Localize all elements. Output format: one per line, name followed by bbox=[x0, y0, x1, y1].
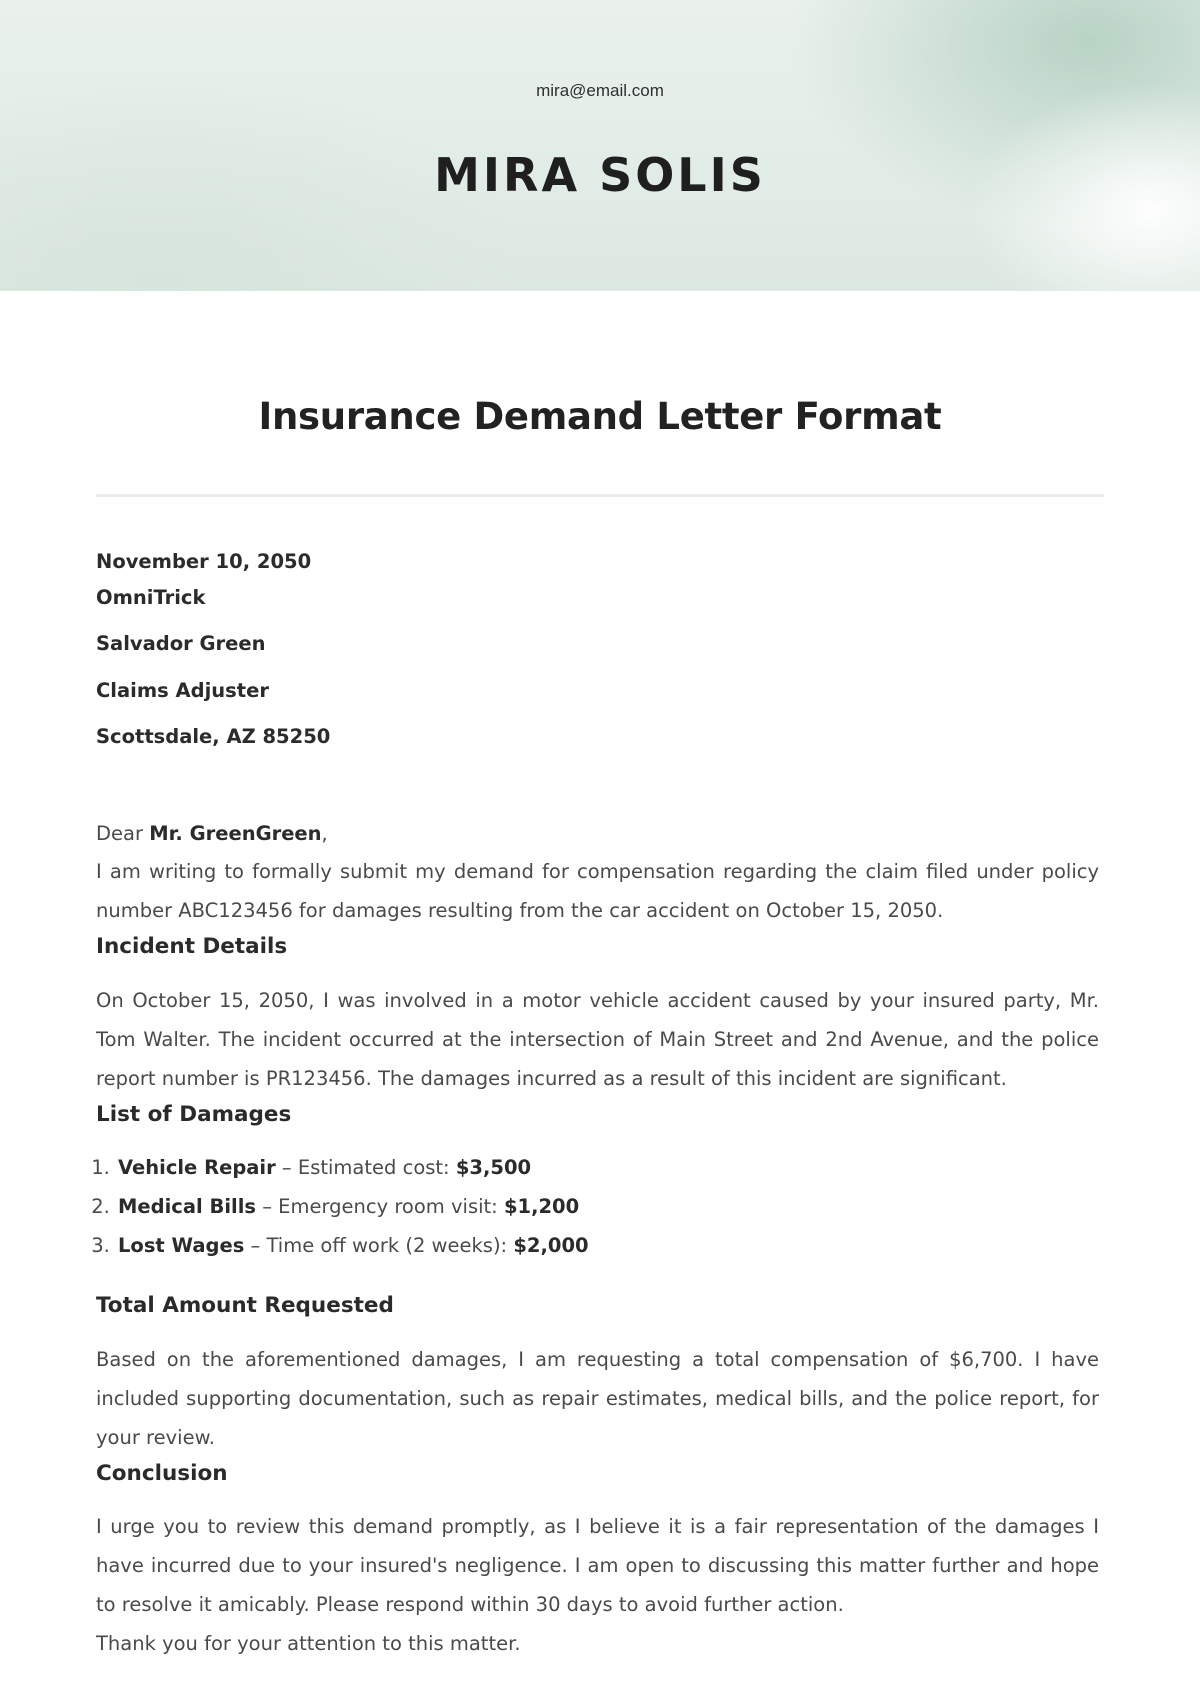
damages-list bbox=[96, 1148, 1099, 1265]
damage-description: Estimated cost: bbox=[297, 1156, 456, 1179]
closing-line: Thank you for your attention to this matter. bbox=[96, 1632, 521, 1655]
greeting bbox=[96, 821, 1099, 845]
greeting-name: Mr. GreenGreen bbox=[149, 821, 322, 845]
damage-separator: – bbox=[275, 1156, 298, 1179]
damage-amount: $1,200 bbox=[503, 1195, 580, 1218]
incident-heading: Incident Details bbox=[96, 934, 288, 959]
damage-description: Emergency room visit: bbox=[278, 1195, 504, 1218]
damage-separator: – bbox=[244, 1234, 267, 1257]
letter-date: November 10, 2050 bbox=[96, 550, 312, 573]
damage-label: Lost Wages bbox=[118, 1234, 245, 1257]
damage-label: Medical Bills bbox=[118, 1195, 256, 1218]
damage-item bbox=[116, 1226, 1099, 1265]
sender-email: mira@email.com bbox=[536, 81, 664, 100]
conclusion-paragraph: I urge you to review this demand promptly, as I believe it is a fair representation of the damages I have incurred due to your insured's negligence. I am open to discussing this matter further and hope to resolve it amicably. Please respond within 30 days to avoid further action. bbox=[96, 1515, 1099, 1616]
damage-amount: $2,000 bbox=[513, 1234, 589, 1257]
damage-amount: $3,500 bbox=[455, 1156, 532, 1179]
document-title: Insurance Demand Letter Format bbox=[258, 395, 942, 438]
recipient-name: Salvador Green bbox=[96, 632, 266, 655]
recipient-location: Scottsdale, AZ 85250 bbox=[96, 725, 331, 748]
conclusion-heading: Conclusion bbox=[96, 1460, 228, 1486]
damage-label: Vehicle Repair bbox=[118, 1156, 276, 1179]
recipient-company: OmniTrick bbox=[96, 585, 206, 609]
greeting-suffix: , bbox=[321, 821, 328, 845]
incident-paragraph: On October 15, 2050, I was involved in a motor vehicle accident caused by your insured party, Mr. Tom Walter. The incident occurred at the intersection of Main Street and 2nd Avenue, and the police report number is PR123456. The damages incurred as a result of this incident are significant. bbox=[96, 988, 1099, 1090]
recipient-role: Claims Adjuster bbox=[96, 678, 269, 702]
letterhead-banner bbox=[0, 0, 1200, 291]
intro-paragraph: I am writing to formally submit my demand for compensation regarding the claim filed under policy number ABC123456 for damages resulting from the car accident on October 15, 2050. bbox=[96, 860, 1099, 922]
damages-heading: List of Damages bbox=[96, 1101, 292, 1127]
damage-description: Time off work (2 weeks): bbox=[266, 1234, 514, 1257]
total-paragraph: Based on the aforementioned damages, I am requesting a total compensation of $6,700. I have included supporting documentation, such as repair estimates, medical bills, and the police report, for your review. bbox=[96, 1347, 1099, 1449]
sender-name: MIRA SOLIS bbox=[434, 148, 766, 202]
damage-separator: – bbox=[256, 1195, 279, 1218]
title-divider bbox=[96, 494, 1104, 497]
total-heading: Total Amount Requested bbox=[96, 1293, 394, 1318]
greeting-prefix: Dear bbox=[96, 821, 150, 845]
damage-item bbox=[116, 1148, 1099, 1187]
letter-body bbox=[96, 552, 1099, 1663]
damage-item bbox=[116, 1187, 1099, 1226]
